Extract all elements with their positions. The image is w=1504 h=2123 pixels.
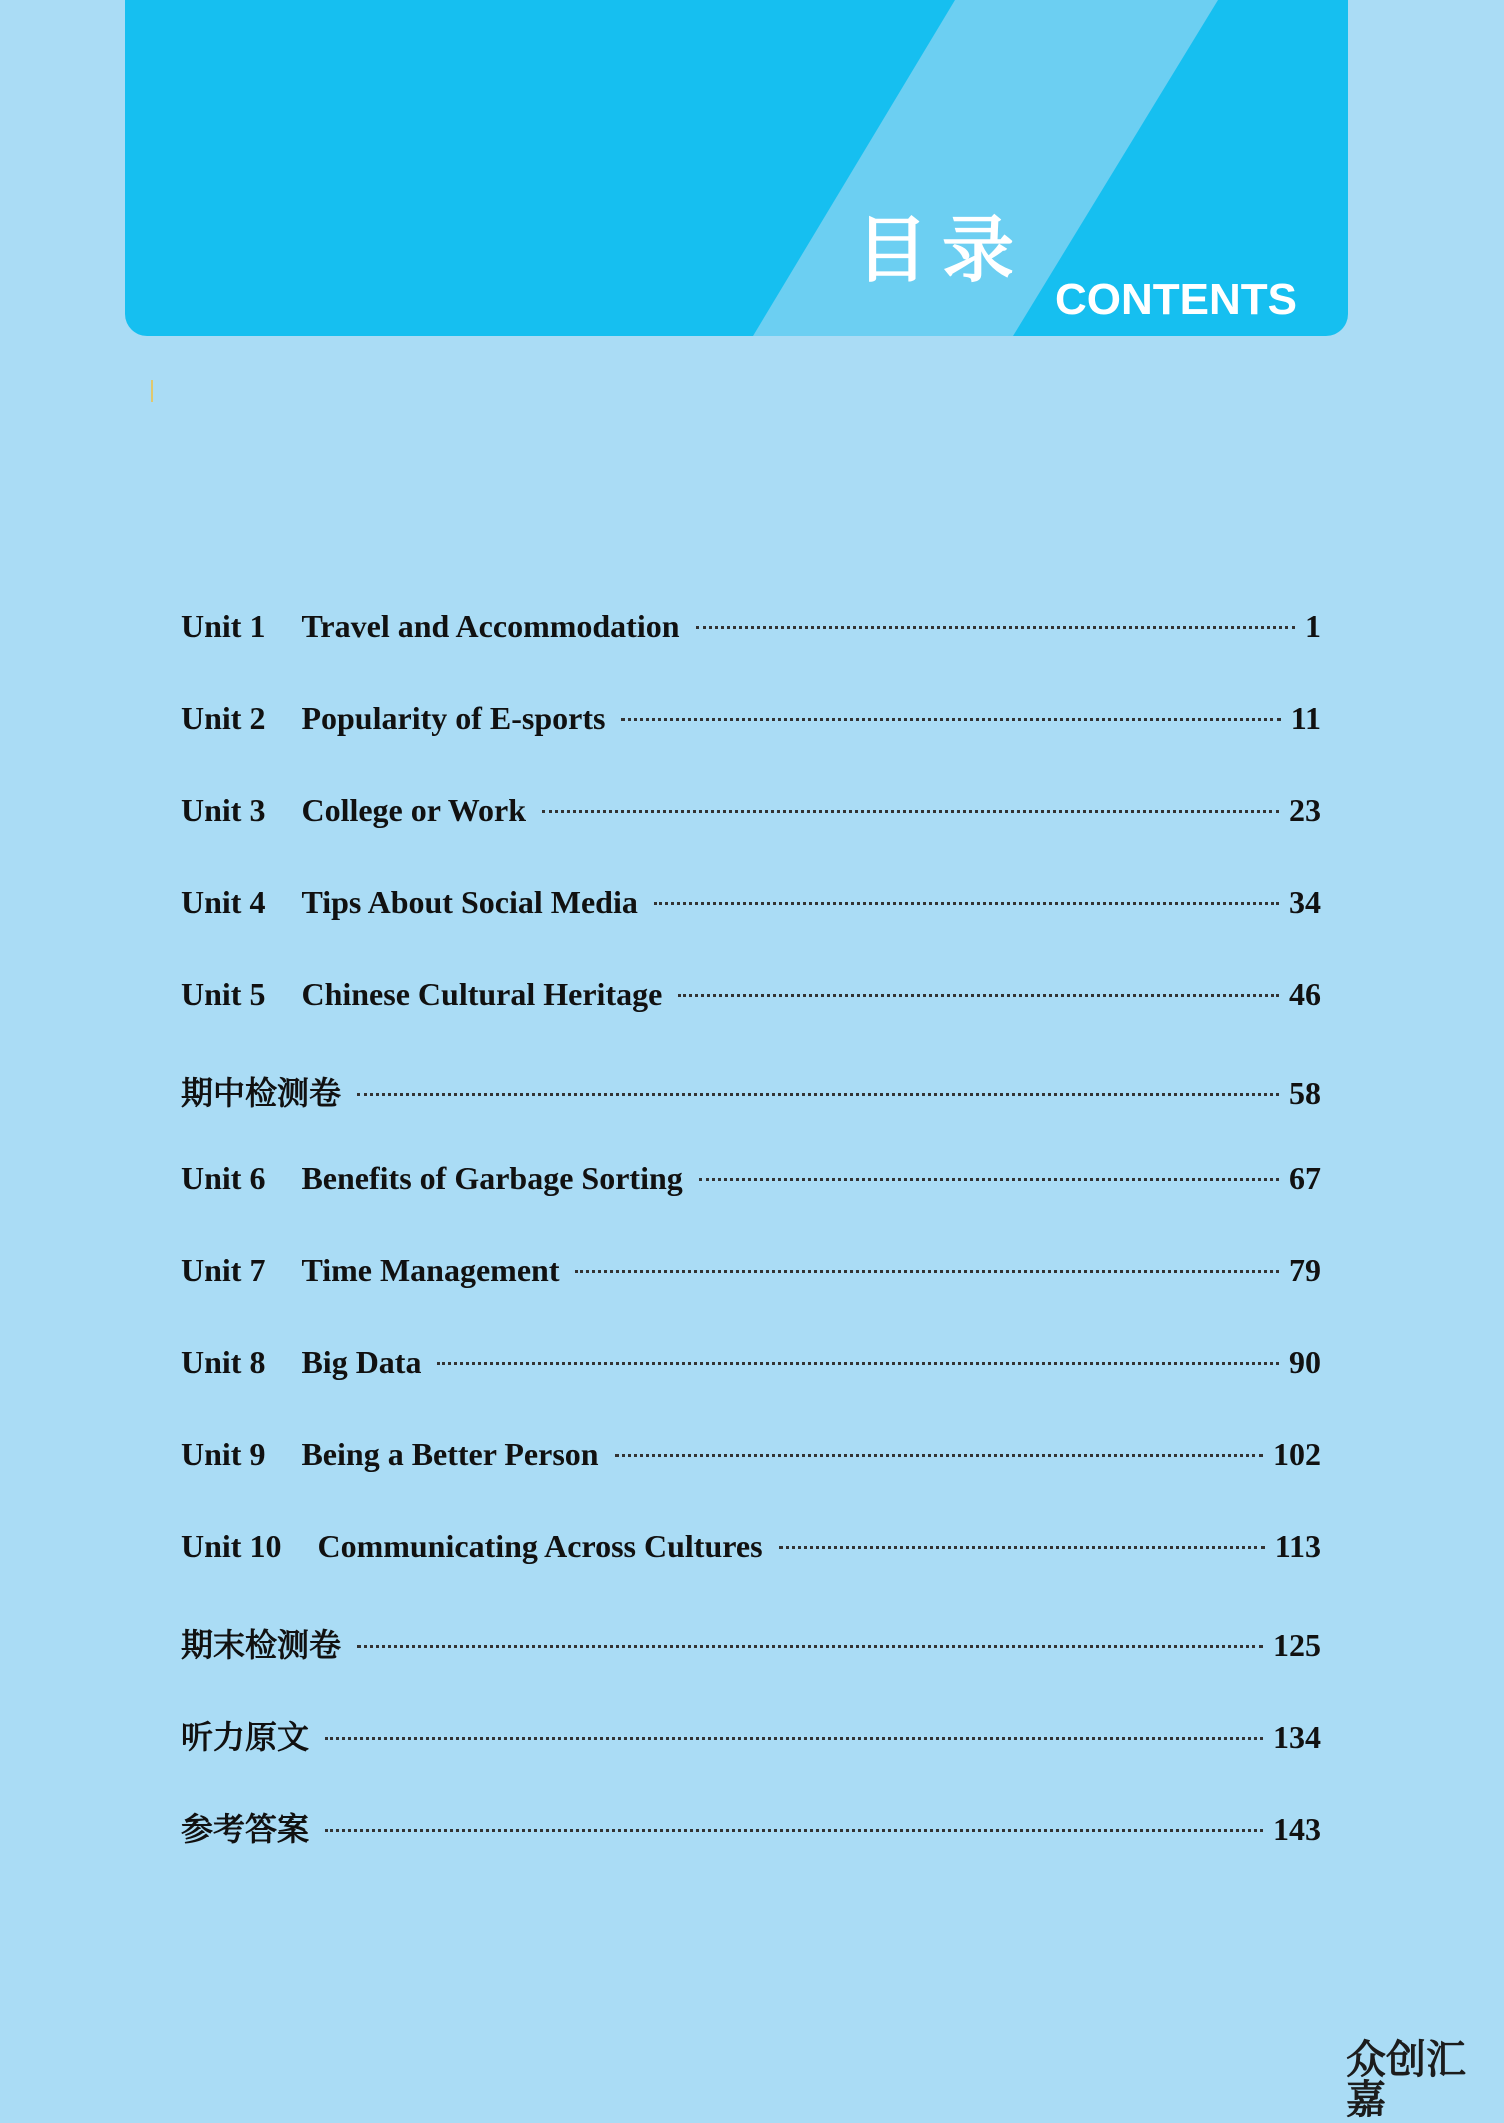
toc-entry-midterm[interactable]: [181, 1068, 1321, 1160]
toc-title: Big Data: [301, 1344, 422, 1380]
dot-leader: [325, 1829, 1263, 1832]
toc-title: Being a Better Person: [301, 1436, 599, 1472]
toc-title: Tips About Social Media: [301, 884, 638, 920]
header-banner: [125, 0, 1348, 336]
dot-leader: [699, 1178, 1279, 1181]
toc-title: 参考答案: [181, 1811, 310, 1847]
toc-title: Travel and Accommodation: [301, 608, 680, 644]
toc-page-number: 79: [1289, 1252, 1321, 1288]
toc-title: Chinese Cultural Heritage: [301, 976, 663, 1012]
dot-leader: [678, 994, 1279, 997]
dot-leader: [325, 1737, 1263, 1740]
toc-unit-label: Unit 5: [181, 976, 266, 1012]
toc-page-number: 90: [1289, 1344, 1321, 1380]
toc-page-number: 58: [1289, 1075, 1321, 1111]
dot-leader: [621, 718, 1280, 721]
toc-entry-listening-script[interactable]: [181, 1712, 1321, 1804]
toc-entry[interactable]: [181, 1528, 1321, 1620]
toc-page-number: 67: [1289, 1160, 1321, 1196]
toc-unit-label: Unit 10: [181, 1528, 282, 1564]
dot-leader: [575, 1270, 1279, 1273]
toc-title: 听力原文: [181, 1719, 310, 1755]
toc-title: Benefits of Garbage Sorting: [301, 1160, 683, 1196]
toc-page-number: 134: [1273, 1719, 1321, 1755]
toc-unit-label: Unit 3: [181, 792, 266, 828]
dot-leader: [779, 1546, 1265, 1549]
dot-leader: [654, 902, 1279, 905]
publisher-watermark: 众创汇嘉: [1346, 2037, 1466, 2123]
toc-unit-label: Unit 6: [181, 1160, 266, 1196]
toc-entry[interactable]: [181, 884, 1321, 976]
toc-title: Communicating Across Cultures: [317, 1528, 763, 1564]
dot-leader: [437, 1362, 1279, 1365]
toc-page-number: 34: [1289, 884, 1321, 920]
toc-unit-label: Unit 8: [181, 1344, 266, 1380]
toc-page-number: 113: [1274, 1528, 1321, 1564]
toc-page-number: 23: [1289, 792, 1321, 828]
dot-leader: [615, 1454, 1263, 1457]
toc-page-number: 11: [1290, 700, 1321, 736]
page-title-cn: 目录: [856, 208, 1029, 292]
toc-unit-label: Unit 2: [181, 700, 266, 736]
table-of-contents: [181, 608, 1321, 1896]
margin-mark: [151, 380, 153, 402]
dot-leader: [696, 626, 1295, 629]
toc-page-number: 143: [1273, 1811, 1321, 1847]
toc-entry[interactable]: [181, 1160, 1321, 1252]
toc-entry-answer-key[interactable]: [181, 1804, 1321, 1896]
toc-page-number: 102: [1273, 1436, 1321, 1472]
toc-entry-final-exam[interactable]: [181, 1620, 1321, 1712]
toc-title: Time Management: [301, 1252, 560, 1288]
toc-title: College or Work: [301, 792, 527, 828]
toc-title: 期末检测卷: [181, 1627, 342, 1663]
toc-page-number: 125: [1273, 1627, 1321, 1663]
toc-unit-label: Unit 4: [181, 884, 266, 920]
toc-unit-label: Unit 7: [181, 1252, 266, 1288]
toc-entry[interactable]: [181, 608, 1321, 700]
toc-entry[interactable]: [181, 976, 1321, 1068]
toc-title: Popularity of E-sports: [301, 700, 606, 736]
dot-leader: [357, 1093, 1279, 1096]
toc-title: 期中检测卷: [181, 1075, 342, 1111]
toc-page-number: 1: [1305, 608, 1321, 644]
toc-entry[interactable]: [181, 700, 1321, 792]
dot-leader: [542, 810, 1279, 813]
toc-entry[interactable]: [181, 792, 1321, 884]
toc-page-number: 46: [1289, 976, 1321, 1012]
toc-unit-label: Unit 1: [181, 608, 266, 644]
toc-unit-label: Unit 9: [181, 1436, 266, 1472]
page-title-en: CONTENTS: [1055, 275, 1297, 324]
toc-entry[interactable]: [181, 1252, 1321, 1344]
toc-entry[interactable]: [181, 1436, 1321, 1528]
toc-entry[interactable]: [181, 1344, 1321, 1436]
dot-leader: [357, 1645, 1263, 1648]
